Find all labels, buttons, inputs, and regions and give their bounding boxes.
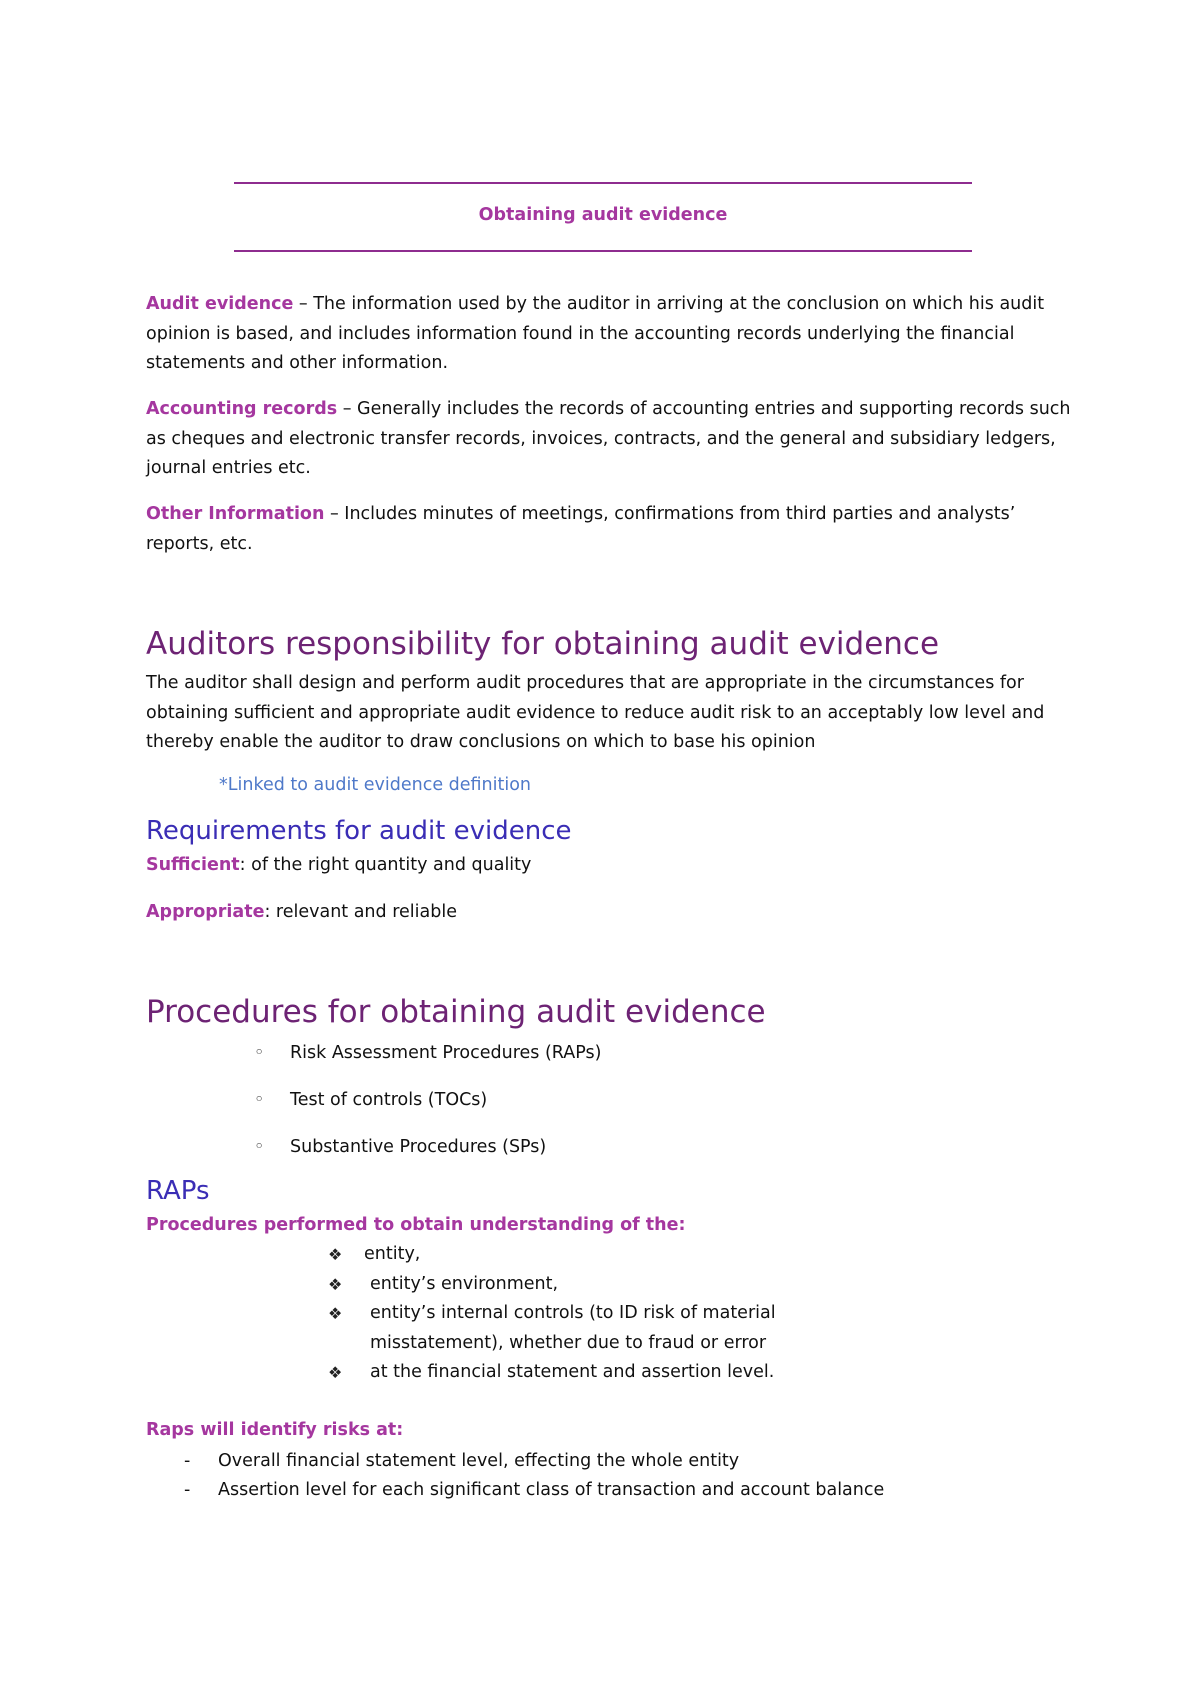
diamond-bullet-icon: ❖ <box>328 1363 343 1382</box>
list-item <box>254 1090 487 1110</box>
list-item <box>184 1480 884 1500</box>
list-item <box>328 1358 828 1388</box>
list-item-text: entity’s internal controls (to ID risk of material misstatement), whether due to fraud or error <box>370 1303 776 1353</box>
definition-term: Other Information <box>146 504 325 524</box>
requirement-text: : of the right quantity and quality <box>239 855 532 875</box>
section-heading-raps: RAPs <box>146 1176 210 1206</box>
responsibility-text: The auditor shall design and perform audit procedures that are appropriate in the circumstances for obtaining sufficient and appropriate audit evidence to reduce audit risk to an acceptably low level and thereby enable the auditor to draw conclusions on which to base his opinion <box>146 673 1045 752</box>
section-heading-requirements: Requirements for audit evidence <box>146 816 572 846</box>
section-heading-responsibility: Auditors responsibility for obtaining audit evidence <box>146 626 940 662</box>
dash-bullet-icon: - <box>184 1451 191 1471</box>
diamond-bullet-icon: ❖ <box>328 1245 343 1264</box>
list-item <box>254 1137 546 1157</box>
circle-bullet-icon: ◦ <box>254 1137 265 1157</box>
list-item-text: Risk Assessment Procedures (RAPs) <box>290 1043 602 1063</box>
list-item-text: entity, <box>364 1244 421 1264</box>
diamond-bullet-icon: ❖ <box>328 1275 343 1294</box>
requirement-appropriate <box>146 898 1076 928</box>
circle-bullet-icon: ◦ <box>254 1090 265 1110</box>
list-item <box>328 1270 828 1300</box>
definition-term: Audit evidence <box>146 294 294 314</box>
raps-risks-heading: Raps will identify risks at: <box>146 1420 404 1440</box>
title-bottom-rule <box>234 250 972 252</box>
definition-accounting-records <box>146 395 1076 484</box>
requirement-term: Appropriate <box>146 902 265 922</box>
requirement-text: : relevant and reliable <box>264 902 457 922</box>
definition-audit-evidence <box>146 290 1076 379</box>
list-item-text: at the financial statement and assertion level. <box>370 1362 775 1382</box>
list-item-text: Substantive Procedures (SPs) <box>290 1137 547 1157</box>
list-item-text: Test of controls (TOCs) <box>290 1090 488 1110</box>
list-item <box>184 1451 739 1471</box>
definition-other-information <box>146 500 1076 559</box>
dash-bullet-icon: - <box>184 1480 191 1500</box>
definition-text: – The information used by the auditor in arriving at the conclusion on which his audit opinion is based, and includes information found in the accounting records underlying the financial statements and other information. <box>146 294 1045 373</box>
list-item-text: Assertion level for each significant class of transaction and account balance <box>218 1480 885 1500</box>
definition-term: Accounting records <box>146 399 338 419</box>
requirement-sufficient <box>146 851 1076 881</box>
list-item-text: Overall financial statement level, effecting the whole entity <box>218 1451 740 1471</box>
circle-bullet-icon: ◦ <box>254 1043 265 1063</box>
diamond-bullet-icon: ❖ <box>328 1304 343 1323</box>
section-heading-procedures: Procedures for obtaining audit evidence <box>146 994 766 1030</box>
list-item <box>328 1240 828 1270</box>
list-item <box>328 1299 828 1358</box>
requirement-term: Sufficient <box>146 855 240 875</box>
definition-text: – Includes minutes of meetings, confirmations from third parties and analysts’ reports, etc. <box>146 504 1016 554</box>
raps-subheading: Procedures performed to obtain understanding of the: <box>146 1215 686 1235</box>
title-top-rule <box>234 182 972 184</box>
list-item-text: entity’s environment, <box>370 1274 559 1294</box>
document-title: Obtaining audit evidence <box>478 205 728 225</box>
list-item <box>254 1043 601 1063</box>
linked-note: *Linked to audit evidence definition <box>219 775 532 795</box>
definition-text: – Generally includes the records of accounting entries and supporting records such as cheques and electronic transfer records, invoices, contracts, and the general and subsidiary ledgers, journal entries etc. <box>146 399 1071 478</box>
